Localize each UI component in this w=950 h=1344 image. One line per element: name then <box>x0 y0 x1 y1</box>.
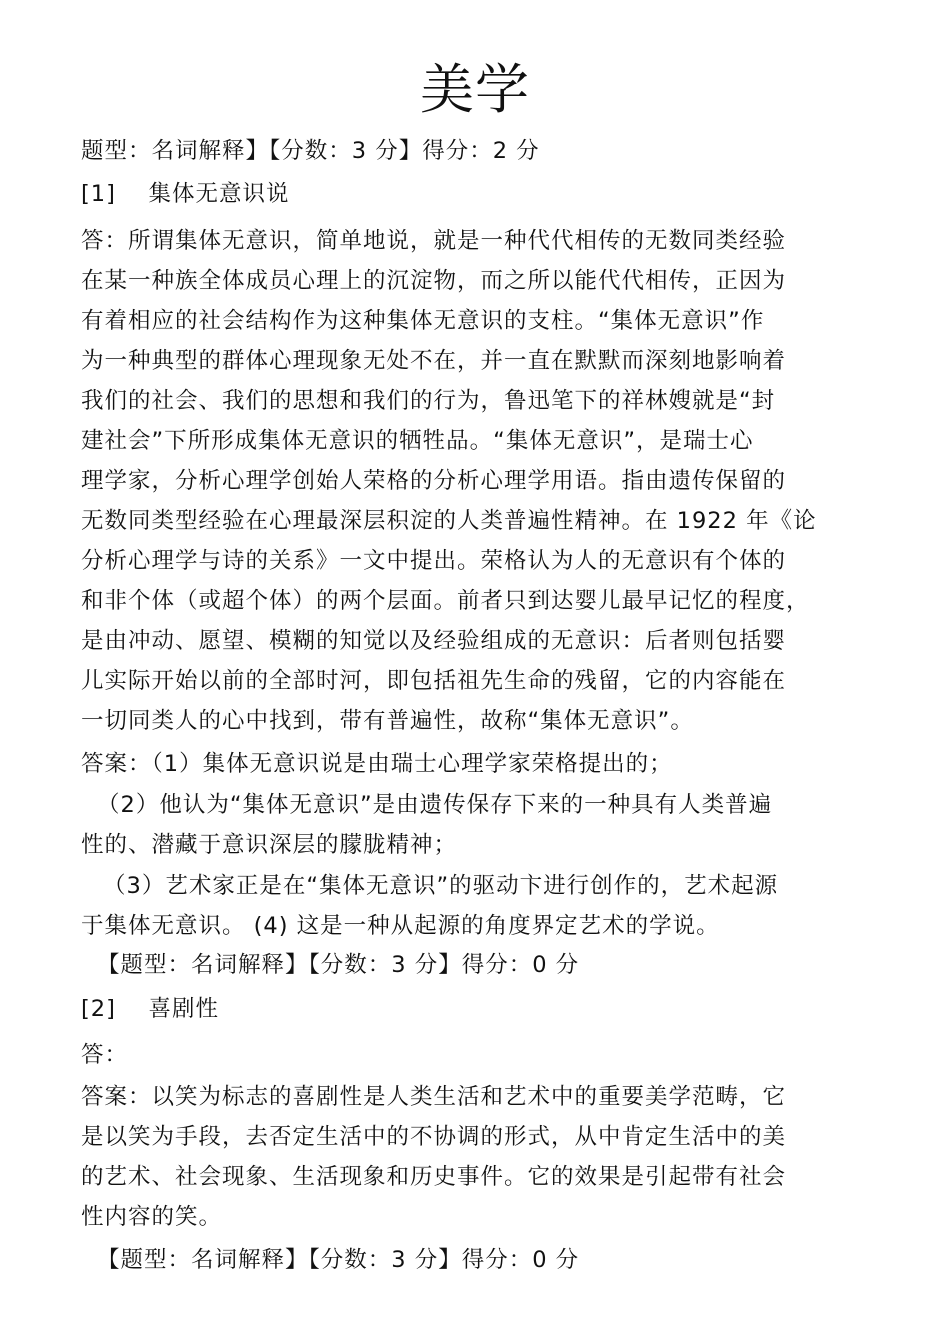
q2-key-line: 答案：以笑为标志的喜剧性是人类生活和艺术中的重要美学范畴，它 <box>81 1084 787 1110</box>
question-2-number: [2] <box>81 996 116 1022</box>
q1-answer-line: 我们的社会、我们的思想和我们的行为，鲁迅笔下的祥林嫂就是“封 <box>81 388 776 414</box>
q1-answer-line: 分析心理学与诗的关系》一文中提出。荣格认为人的无意识有个体的 <box>81 548 787 574</box>
question-type-header: 题型：名词解释】【分数：3 分】得分：2 分 <box>81 138 540 164</box>
q2-key-line: 性内容的笑。 <box>81 1204 223 1230</box>
q1-answer-line: 是由冲动、愿望、模糊的知觉以及经验组成的无意识：后者则包括婴 <box>81 628 787 654</box>
q1-answer-line: 一切同类人的心中找到，带有普遍性，故称“集体无意识”。 <box>81 708 694 734</box>
q2-score-line: 【题型：名词解释】【分数：3 分】得分：0 分 <box>97 1247 580 1273</box>
q1-answer-line: 在某一种族全体成员心理上的沉淀物，而之所以能代代相传，正因为 <box>81 268 787 294</box>
question-2-heading <box>81 989 219 1029</box>
q1-key-line: 性的、潜藏于意识深层的朦胧精神； <box>81 832 458 858</box>
q2-key-line: 的艺术、社会现象、生活现象和历史事件。它的效果是引起带有社会 <box>81 1164 787 1190</box>
q1-answer-line: 理学家，分析心理学创始人荣格的分析心理学用语。指由遗传保留的 <box>81 468 787 494</box>
q2-key-line: 是以笑为手段，去否定生活中的不协调的形式，从中肯定生活中的美 <box>81 1124 787 1150</box>
q1-score-line: 【题型：名词解释】【分数：3 分】得分：0 分 <box>97 952 580 978</box>
q1-answer-line: 无数同类型经验在心理最深层积淀的人类普遍性精神。在 1922 年《论 <box>81 508 817 534</box>
question-1-heading <box>81 174 290 214</box>
q1-key-line: 答案：（1）集体无意识说是由瑞士心理学家荣格提出的； <box>81 751 673 777</box>
q1-key-line: （3）艺术家正是在“集体无意识”的驱动卞进行创作的，艺术起源 <box>103 873 779 899</box>
q2-answer: 答： <box>81 1042 129 1068</box>
q1-answer-line: 有着相应的社会结构作为这种集体无意识的支柱。“集体无意识”作 <box>81 308 765 334</box>
q1-key-line: 于集体无意识。 (4) 这是一种从起源的角度界定艺术的学说。 <box>81 913 720 939</box>
q1-answer-line: 为一种典型的群体心理现象无处不在，并一直在默默而深刻地影响着 <box>81 348 787 374</box>
q1-answer-line: 儿实际开始以前的全部时河，即包括祖先生命的残留，它的内容能在 <box>81 668 787 694</box>
question-1-term: 集体无意识说 <box>148 181 290 207</box>
document-title: 美学 <box>420 58 530 121</box>
q1-answer-line: 建社会”下所形成集体无意识的牺牲品。“集体无意识”，是瑞士心 <box>81 428 754 454</box>
q1-answer-line: 和非个体（或超个体）的两个层面。前者只到达婴儿最早记忆的程度， <box>81 588 810 614</box>
q1-answer-line: 答：所谓集体无意识，简单地说，就是一种代代相传的无数同类经验 <box>81 228 787 254</box>
question-1-number: [1] <box>81 181 116 207</box>
question-2-term: 喜剧性 <box>148 996 219 1022</box>
q1-key-line: （2）他认为“集体无意识”是由遗传保存下来的一种具有人类普遍 <box>97 792 773 818</box>
